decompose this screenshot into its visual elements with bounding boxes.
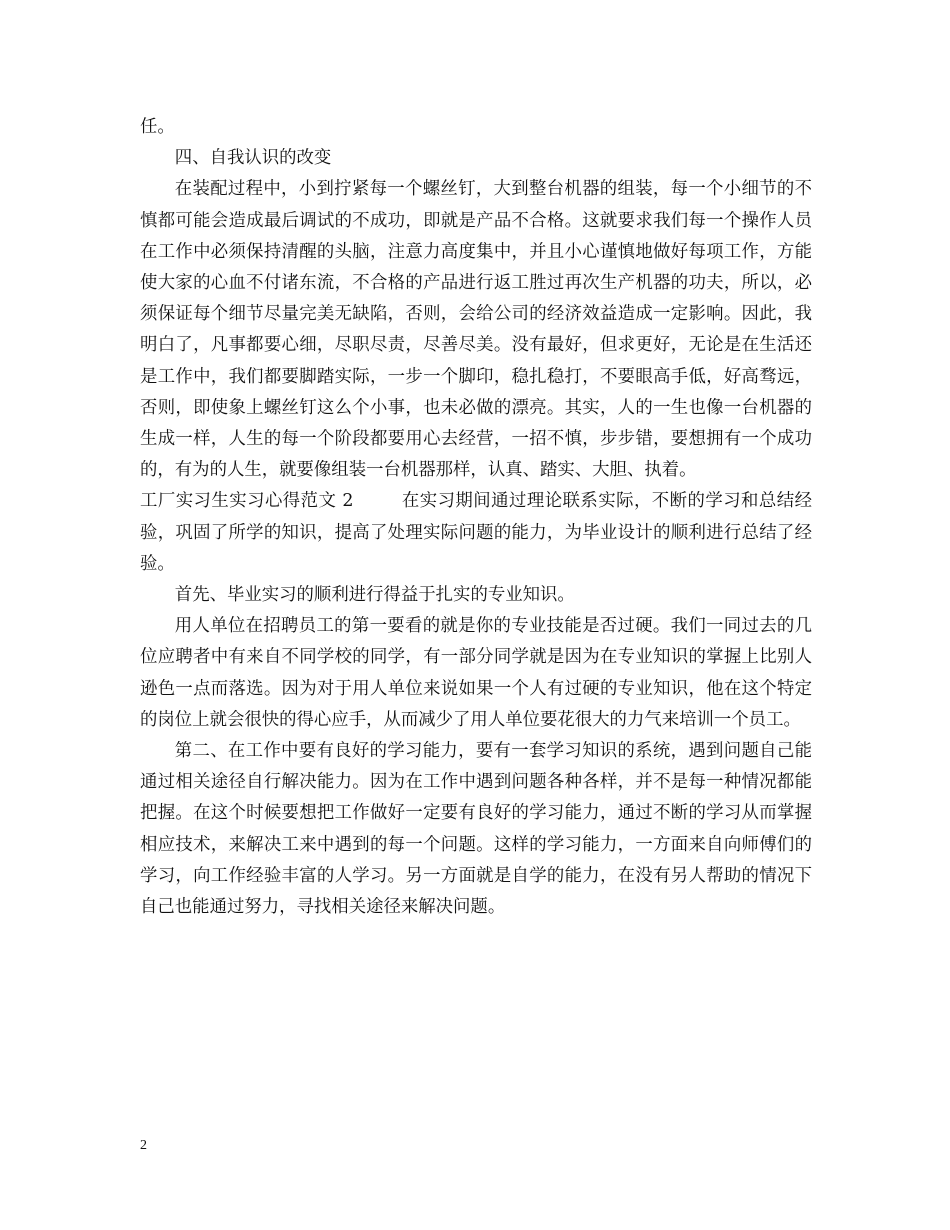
paragraph-employer: 用人单位在招聘员工的第一要看的就是你的专业技能是否过硬。我们一同过去的几位应聘者中有来自不同学校的同学，有一部分同学就是因为在专业知识的掌握上比别人逊色一点而落选。因为对于用人单位来说如果一个人有过硬的专业知识，他在这个特定的岗位上就会很快的得心应手，从而减少了用人单位要花很大的力气来培训一个员工。 xyxy=(140,616,812,730)
page-number: 2 xyxy=(140,1138,147,1153)
paragraph-first-point: 首先、毕业实习的顺利进行得益于扎实的专业知识。 xyxy=(174,585,575,606)
paragraph-assembly: 在装配过程中，小到拧紧每一个螺丝钉，大到整台机器的组装，每一个小细节的不慎都可能会造成最后调试的不成功，即就是产品不合格。这就要求我们每一个操作人员在工作中必须保持清醒的头脑，注意力高度集中，并且小心谨慎地做好每项工作，方能使大家的心血不付诸东流，不合格的产品进行返工胜过再次生产机器的功夫，所以，必须保证每个细节尽量完美无缺陷，否则，会给公司的经济效益造成一定影响。因此，我明白了，凡事都要心细，尽职尽责，尽善尽美。没有最好，但求更好，无论是在生活还是工作中，我们都要脚踏实际，一步一个脚印，稳扎稳打，不要眼高手低，好高骛远，否则，即使象上螺丝钉这么个小事，也未必做的漂亮。其实，人的一生也像一台机器的生成一样，人生的每一个阶段都要用心去经营，一招不慎，步步错，要想拥有一个成功的，有为的人生，就要像组装一台机器那样，认真、踏实、大胆、执着。 xyxy=(140,179,812,481)
section-heading: 四、自我认识的改变 xyxy=(174,148,332,169)
essay-intro: 在实习期间通过理论联系实际，不断的学习和总结经验，巩固了所学的知识，提高了处理实际问题的能力，为毕业设计的顺利进行总结了经验。 xyxy=(140,491,812,574)
essay-heading-paragraph xyxy=(140,486,812,580)
paragraph-second-point: 第二、在工作中要有良好的学习能力，要有一套学习知识的系统，遇到问题自己能通过相关途径自行解决能力。因为在工作中遇到问题各种各样，并不是每一种情况都能把握。在这个时候要想把工作做好一定要有良好的学习能力，通过不断的学习从而掌握相应技术，来解决工来中遇到的每一个问题。这样的学习能力，一方面来自向师傅们的学习，向工作经验丰富的人学习。另一方面就是自学的能力，在没有另人帮助的情况下自己也能通过努力，寻找相关途径来解决问题。 xyxy=(140,741,812,918)
paragraph-continuation: 任。 xyxy=(140,117,175,137)
essay-title: 工厂实习生实习心得范文 2 xyxy=(140,491,354,512)
document-body xyxy=(140,112,812,923)
